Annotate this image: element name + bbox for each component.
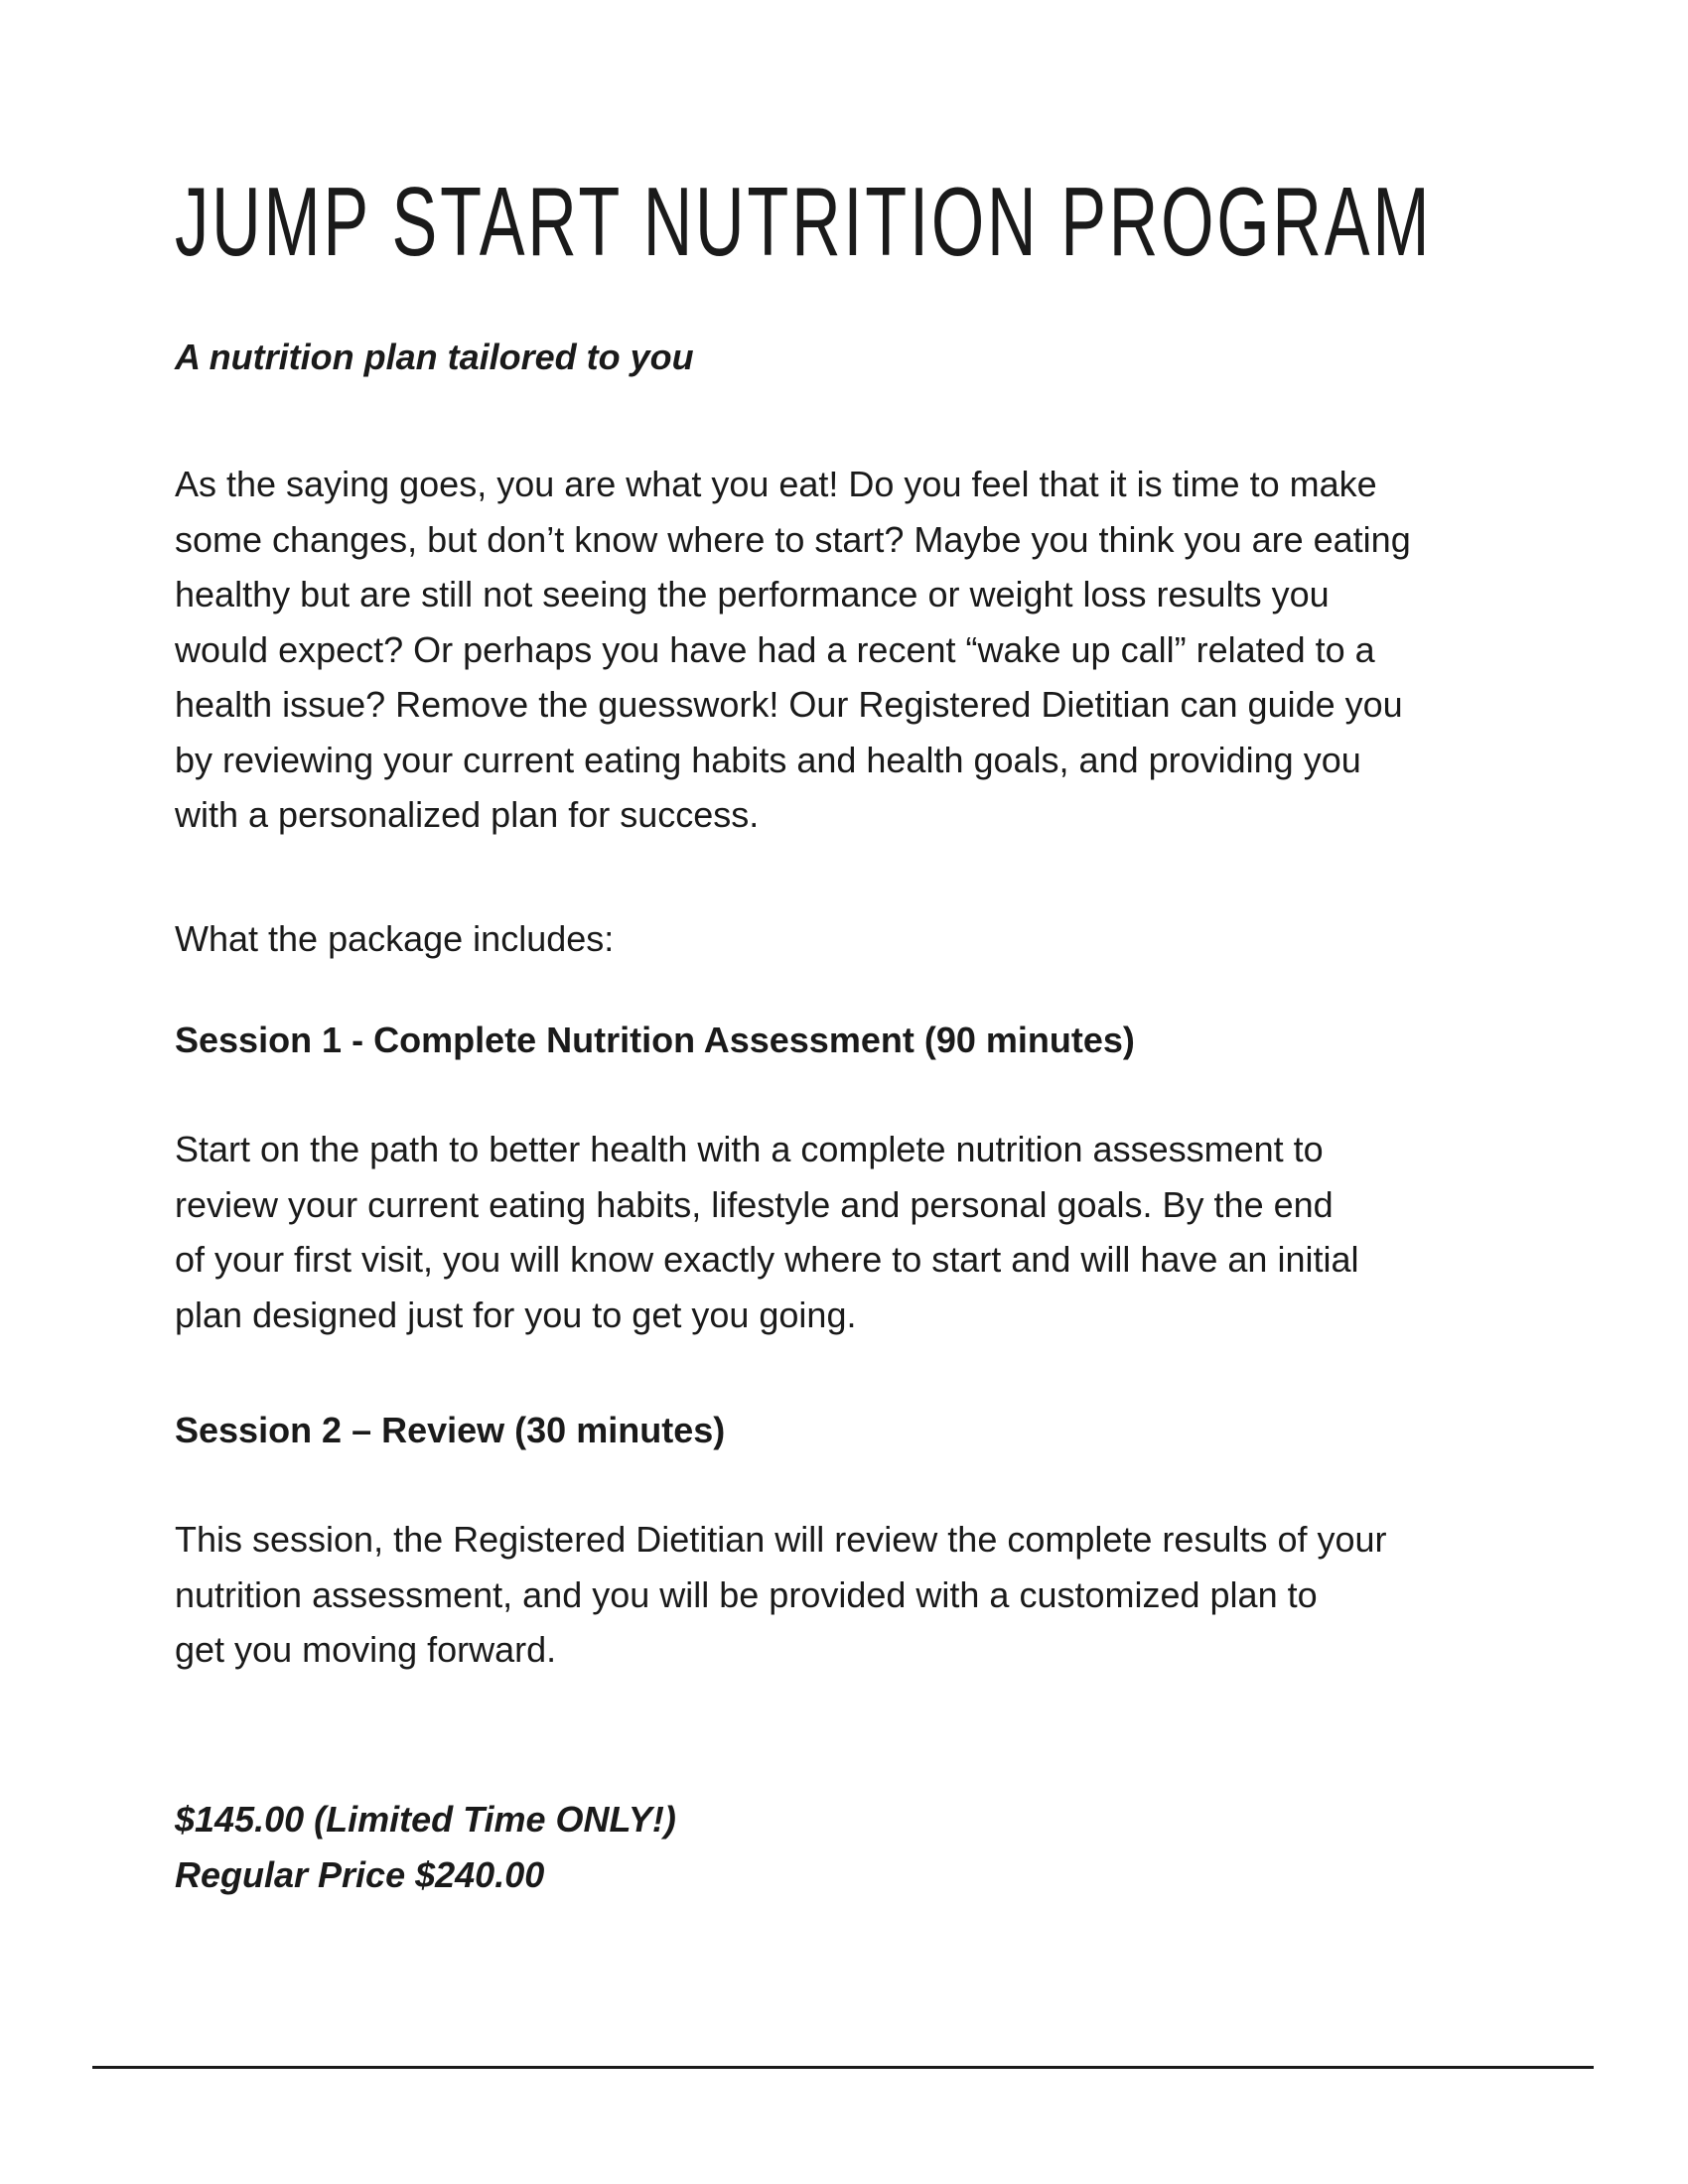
- subtitle: A nutrition plan tailored to you: [175, 337, 694, 377]
- regular-price: Regular Price $240.00: [175, 1853, 545, 1895]
- intro-line: As the saying goes, you are what you eat! Do you feel that it is time to make: [175, 464, 1377, 504]
- session-1-line: plan designed just for you to get you going.: [175, 1294, 857, 1335]
- intro-line: health issue? Remove the guesswork! Our Registered Dietitian can guide you: [175, 684, 1403, 725]
- intro-paragraph: [175, 457, 1411, 843]
- session-1-heading: Session 1 - Complete Nutrition Assessment (90 minutes): [175, 1020, 1135, 1060]
- session-1-line: Start on the path to better health with a complete nutrition assessment to: [175, 1129, 1324, 1169]
- session-2-line: nutrition assessment, and you will be provided with a customized plan to: [175, 1573, 1318, 1615]
- intro-line: would expect? Or perhaps you have had a recent “wake up call” related to a: [175, 628, 1375, 670]
- session-1-line: of your first visit, you will know exactly where to start and will have an initial: [175, 1239, 1359, 1280]
- intro-line: by reviewing your current eating habits and health goals, and providing you: [175, 739, 1361, 780]
- session-2-line: This session, the Registered Dietitian will review the complete results of your: [175, 1519, 1387, 1560]
- intro-line: some changes, but don’t know where to start? Maybe you think you are eating: [175, 518, 1411, 560]
- intro-line: with a personalized plan for success.: [175, 794, 760, 835]
- session-2-paragraph: [175, 1512, 1387, 1678]
- session-2-heading: Session 2 – Review (30 minutes): [175, 1410, 726, 1450]
- page-title: JUMP START NUTRITION PROGRAM: [175, 167, 1433, 276]
- offer-price: $145.00 (Limited Time ONLY!): [175, 1799, 676, 1840]
- session-2-line: get you moving forward.: [175, 1629, 557, 1670]
- footer-divider: [92, 2066, 1594, 2069]
- pricing-block: [175, 1792, 676, 1902]
- session-1-line: review your current eating habits, lifestyle and personal goals. By the end: [175, 1183, 1334, 1225]
- session-1-paragraph: [175, 1122, 1358, 1342]
- intro-line: healthy but are still not seeing the performance or weight loss results you: [175, 574, 1330, 614]
- package-intro: What the package includes:: [175, 918, 615, 959]
